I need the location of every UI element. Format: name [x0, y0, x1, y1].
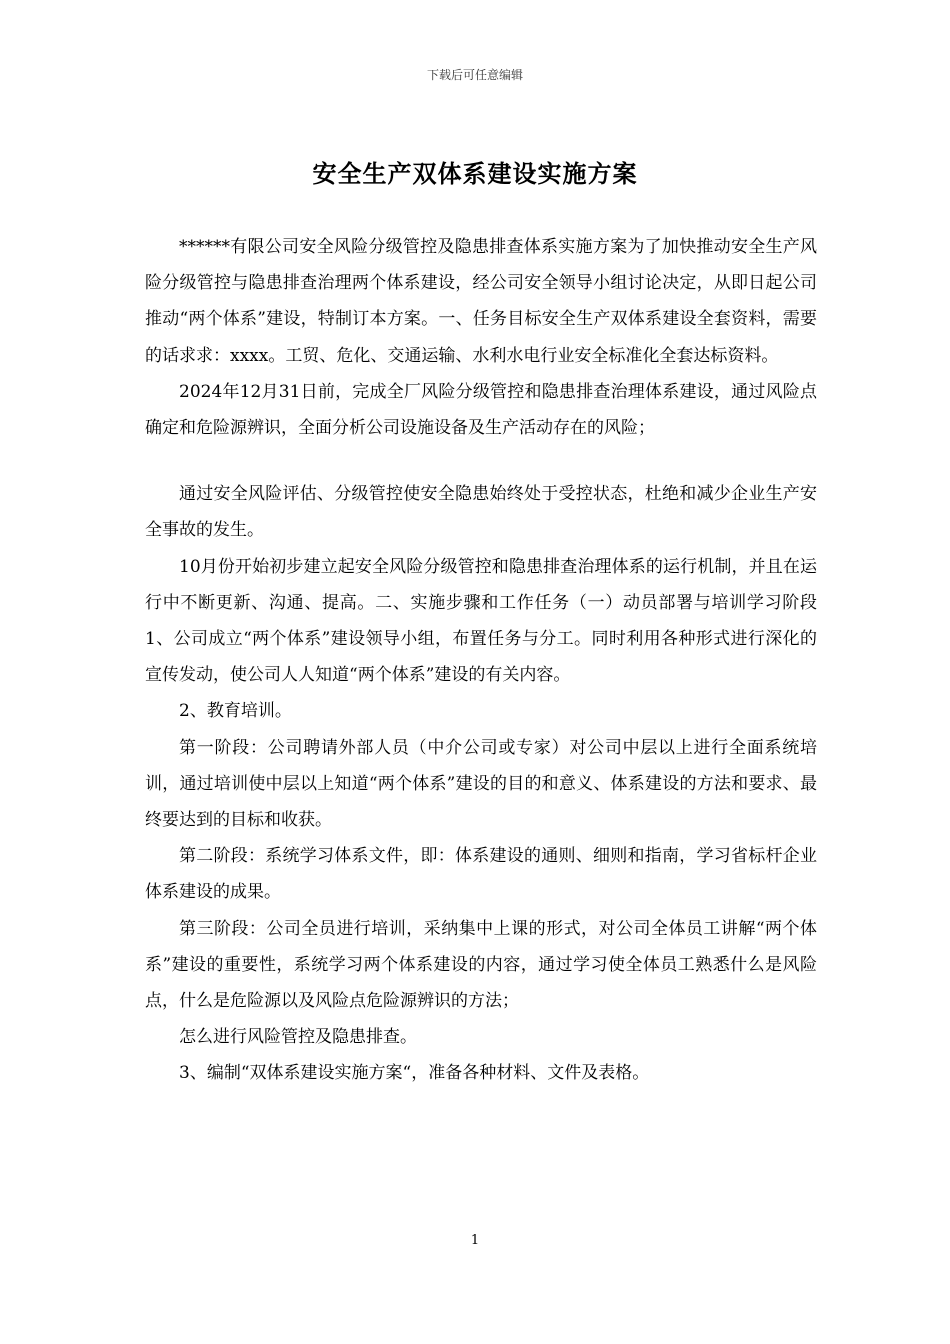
paragraph-deadline: 2024年12月31日前，完成全厂风险分级管控和隐患排查治理体系建设，通过风险点确定和危险源辨识，全面分析公司设施设备及生产活动存在的风险；: [145, 381, 817, 439]
paragraph-risk-check: 怎么进行风险管控及隐患排查。: [179, 1027, 417, 1048]
paragraph-intro: ******有限公司安全风险分级管控及隐患排查体系实施方案为了加快推动安全生产风险分级管控与隐患排查治理两个体系建设，经公司安全领导小组讨论决定，从即日起公司推动“两个体系”建设，特制订本方案。一、任务目标安全生产双体系建设全套资料，需要的话求求：xxxx。工贸、危化、交通运输、水利水电行业安全标准化全套达标资料。: [145, 237, 817, 366]
paragraph-stage-two: 第二阶段：系统学习体系文件，即：体系建设的通则、细则和指南，学习省标杆企业体系建设的成果。: [145, 846, 817, 903]
paragraph-gap: [145, 446, 817, 476]
paragraph-risk-control: 通过安全风险评估、分级管控使安全隐患始终处于受控状态，杜绝和减少企业生产安全事故的发生。: [145, 484, 817, 541]
document-body: [145, 229, 817, 1092]
paragraph-implementation: 10月份开始初步建立起安全风险分级管控和隐患排查治理体系的运行机制，并且在运行中不断更新、沟通、提高。二、实施步骤和工作任务（一）动员部署与培训学习阶段1、公司成立“两个体系”建设领导小组，布置任务与分工。同时利用各种形式进行深化的宣传发动，使公司人人知道“两个体系”建设的有关内容。: [145, 556, 817, 686]
page-number: 1: [470, 1233, 480, 1248]
paragraph-training-heading: 2、教育培训。: [179, 701, 292, 722]
paragraph-stage-three: 第三阶段：公司全员进行培训，采纳集中上课的形式，对公司全体员工讲解“两个体系”建设的重要性，系统学习两个体系建设的内容，通过学习使全体员工熟悉什么是风险点，什么是危险源以及风险点危险源辨识的方法；: [145, 918, 817, 1012]
header-note: 下载后可任意编辑: [426, 68, 523, 82]
paragraph-stage-one: 第一阶段：公司聘请外部人员（中介公司或专家）对公司中层以上进行全面系统培训，通过培训使中层以上知道“两个体系”建设的目的和意义、体系建设的方法和要求、最终要达到的目标和收获。: [145, 737, 817, 831]
document-title: 安全生产双体系建设实施方案: [312, 159, 638, 188]
paragraph-prepare-plan: 3、编制“双体系建设实施方案“，准备各种材料、文件及表格。: [179, 1063, 650, 1084]
